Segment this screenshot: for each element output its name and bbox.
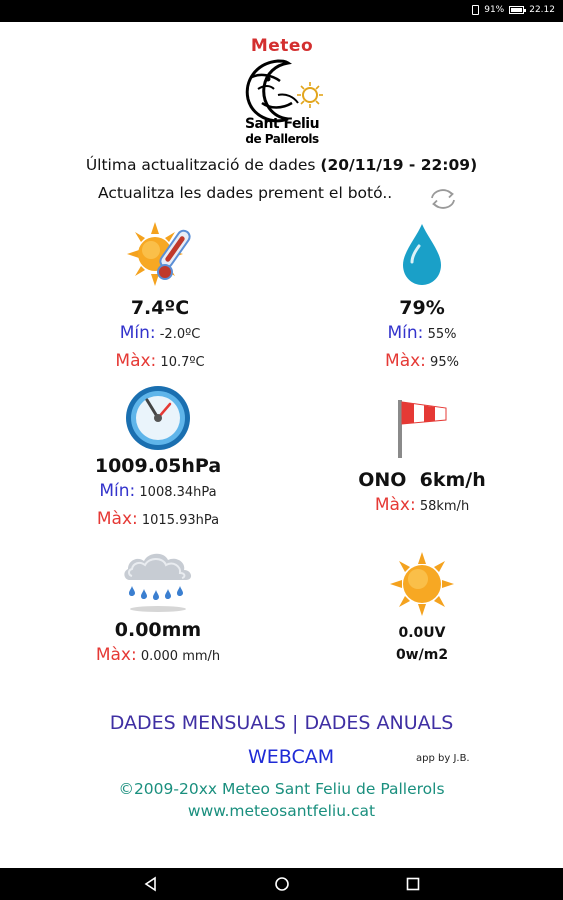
windsock-icon	[392, 396, 452, 460]
navigation-bar	[0, 868, 563, 900]
rain-max-row	[58, 642, 258, 670]
min-label: Mín:	[99, 481, 136, 501]
link-separator: |	[292, 712, 299, 734]
max-label: Màx:	[115, 351, 157, 371]
logo-title: Meteo	[250, 36, 314, 56]
uv-value: 0.0UV	[398, 625, 446, 641]
website-link[interactable]: www.meteosantfeliu.cat	[187, 802, 376, 820]
min-label: Mín:	[387, 323, 424, 343]
clock: 22.12	[529, 5, 555, 15]
rain-panel	[58, 546, 258, 670]
battery-icon	[509, 6, 524, 14]
solar-radiation-value: 0w/m2	[395, 647, 449, 663]
logo-line-2: de Pallerols	[245, 132, 319, 146]
temperature-max: 10.7ºC	[160, 355, 205, 370]
temperature-panel	[60, 220, 260, 376]
status-icons	[472, 5, 555, 15]
sun-icon	[388, 550, 456, 618]
humidity-min: 55%	[427, 327, 457, 342]
temperature-min-row	[60, 320, 260, 348]
wind-panel	[322, 396, 522, 520]
temperature-value: 7.4ºC	[130, 297, 190, 319]
app-credit: app by J.B.	[416, 753, 470, 764]
sun-thermometer-icon	[125, 220, 195, 290]
refresh-instruction: Actualitza les dades prement el botó..	[98, 184, 393, 202]
min-label: Mín:	[119, 323, 156, 343]
humidity-value: 79%	[399, 297, 445, 319]
last-update-label: Última actualització de dades	[85, 156, 321, 174]
pressure-max: 1015.93hPa	[141, 513, 220, 528]
home-icon[interactable]	[271, 874, 293, 894]
monthly-data-link[interactable]: DADES MENSUALS	[109, 712, 286, 734]
pressure-min-row	[58, 478, 258, 506]
barometer-icon	[122, 384, 194, 452]
vibrate-icon	[472, 5, 479, 15]
last-update-datetime: (20/11/19 - 22:09)	[320, 156, 478, 174]
rain-cloud-icon	[118, 546, 198, 612]
logo-line-1: Sant Feliu	[244, 116, 320, 132]
humidity-max: 95%	[430, 355, 459, 370]
rain-value: 0.00mm	[114, 619, 202, 641]
max-label: Màx:	[374, 495, 416, 515]
pressure-panel	[58, 384, 258, 534]
refresh-icon[interactable]	[427, 186, 459, 212]
pressure-max-row	[58, 506, 258, 534]
water-drop-icon	[397, 222, 447, 288]
back-icon[interactable]	[140, 874, 162, 894]
max-label: Màx:	[385, 351, 426, 371]
uv-panel	[322, 550, 522, 666]
pressure-value: 1009.05hPa	[94, 455, 222, 477]
copyright: ©2009-20xx Meteo Sant Feliu de Pallerols	[118, 780, 445, 798]
webcam-link[interactable]: WEBCAM	[248, 746, 335, 768]
status-bar	[0, 0, 563, 22]
last-update-line	[0, 156, 563, 174]
yearly-data-link[interactable]: DADES ANUALS	[304, 712, 454, 734]
wind-value: ONO 6km/h	[358, 469, 486, 491]
wind-max-row	[322, 492, 522, 520]
rain-max: 0.000 mm/h	[140, 649, 221, 664]
temperature-min: -2.0ºC	[159, 327, 201, 342]
app-logo	[232, 36, 332, 152]
max-label: Màx:	[95, 645, 137, 665]
wind-max: 58km/h	[419, 499, 470, 514]
max-label: Màx:	[96, 509, 138, 529]
humidity-panel	[322, 222, 522, 376]
temperature-max-row	[60, 348, 260, 376]
humidity-max-row	[322, 348, 522, 376]
data-links	[0, 712, 563, 734]
recents-icon[interactable]	[402, 874, 424, 894]
battery-percent: 91%	[484, 5, 505, 15]
pressure-min: 1008.34hPa	[139, 485, 217, 500]
humidity-min-row	[322, 320, 522, 348]
